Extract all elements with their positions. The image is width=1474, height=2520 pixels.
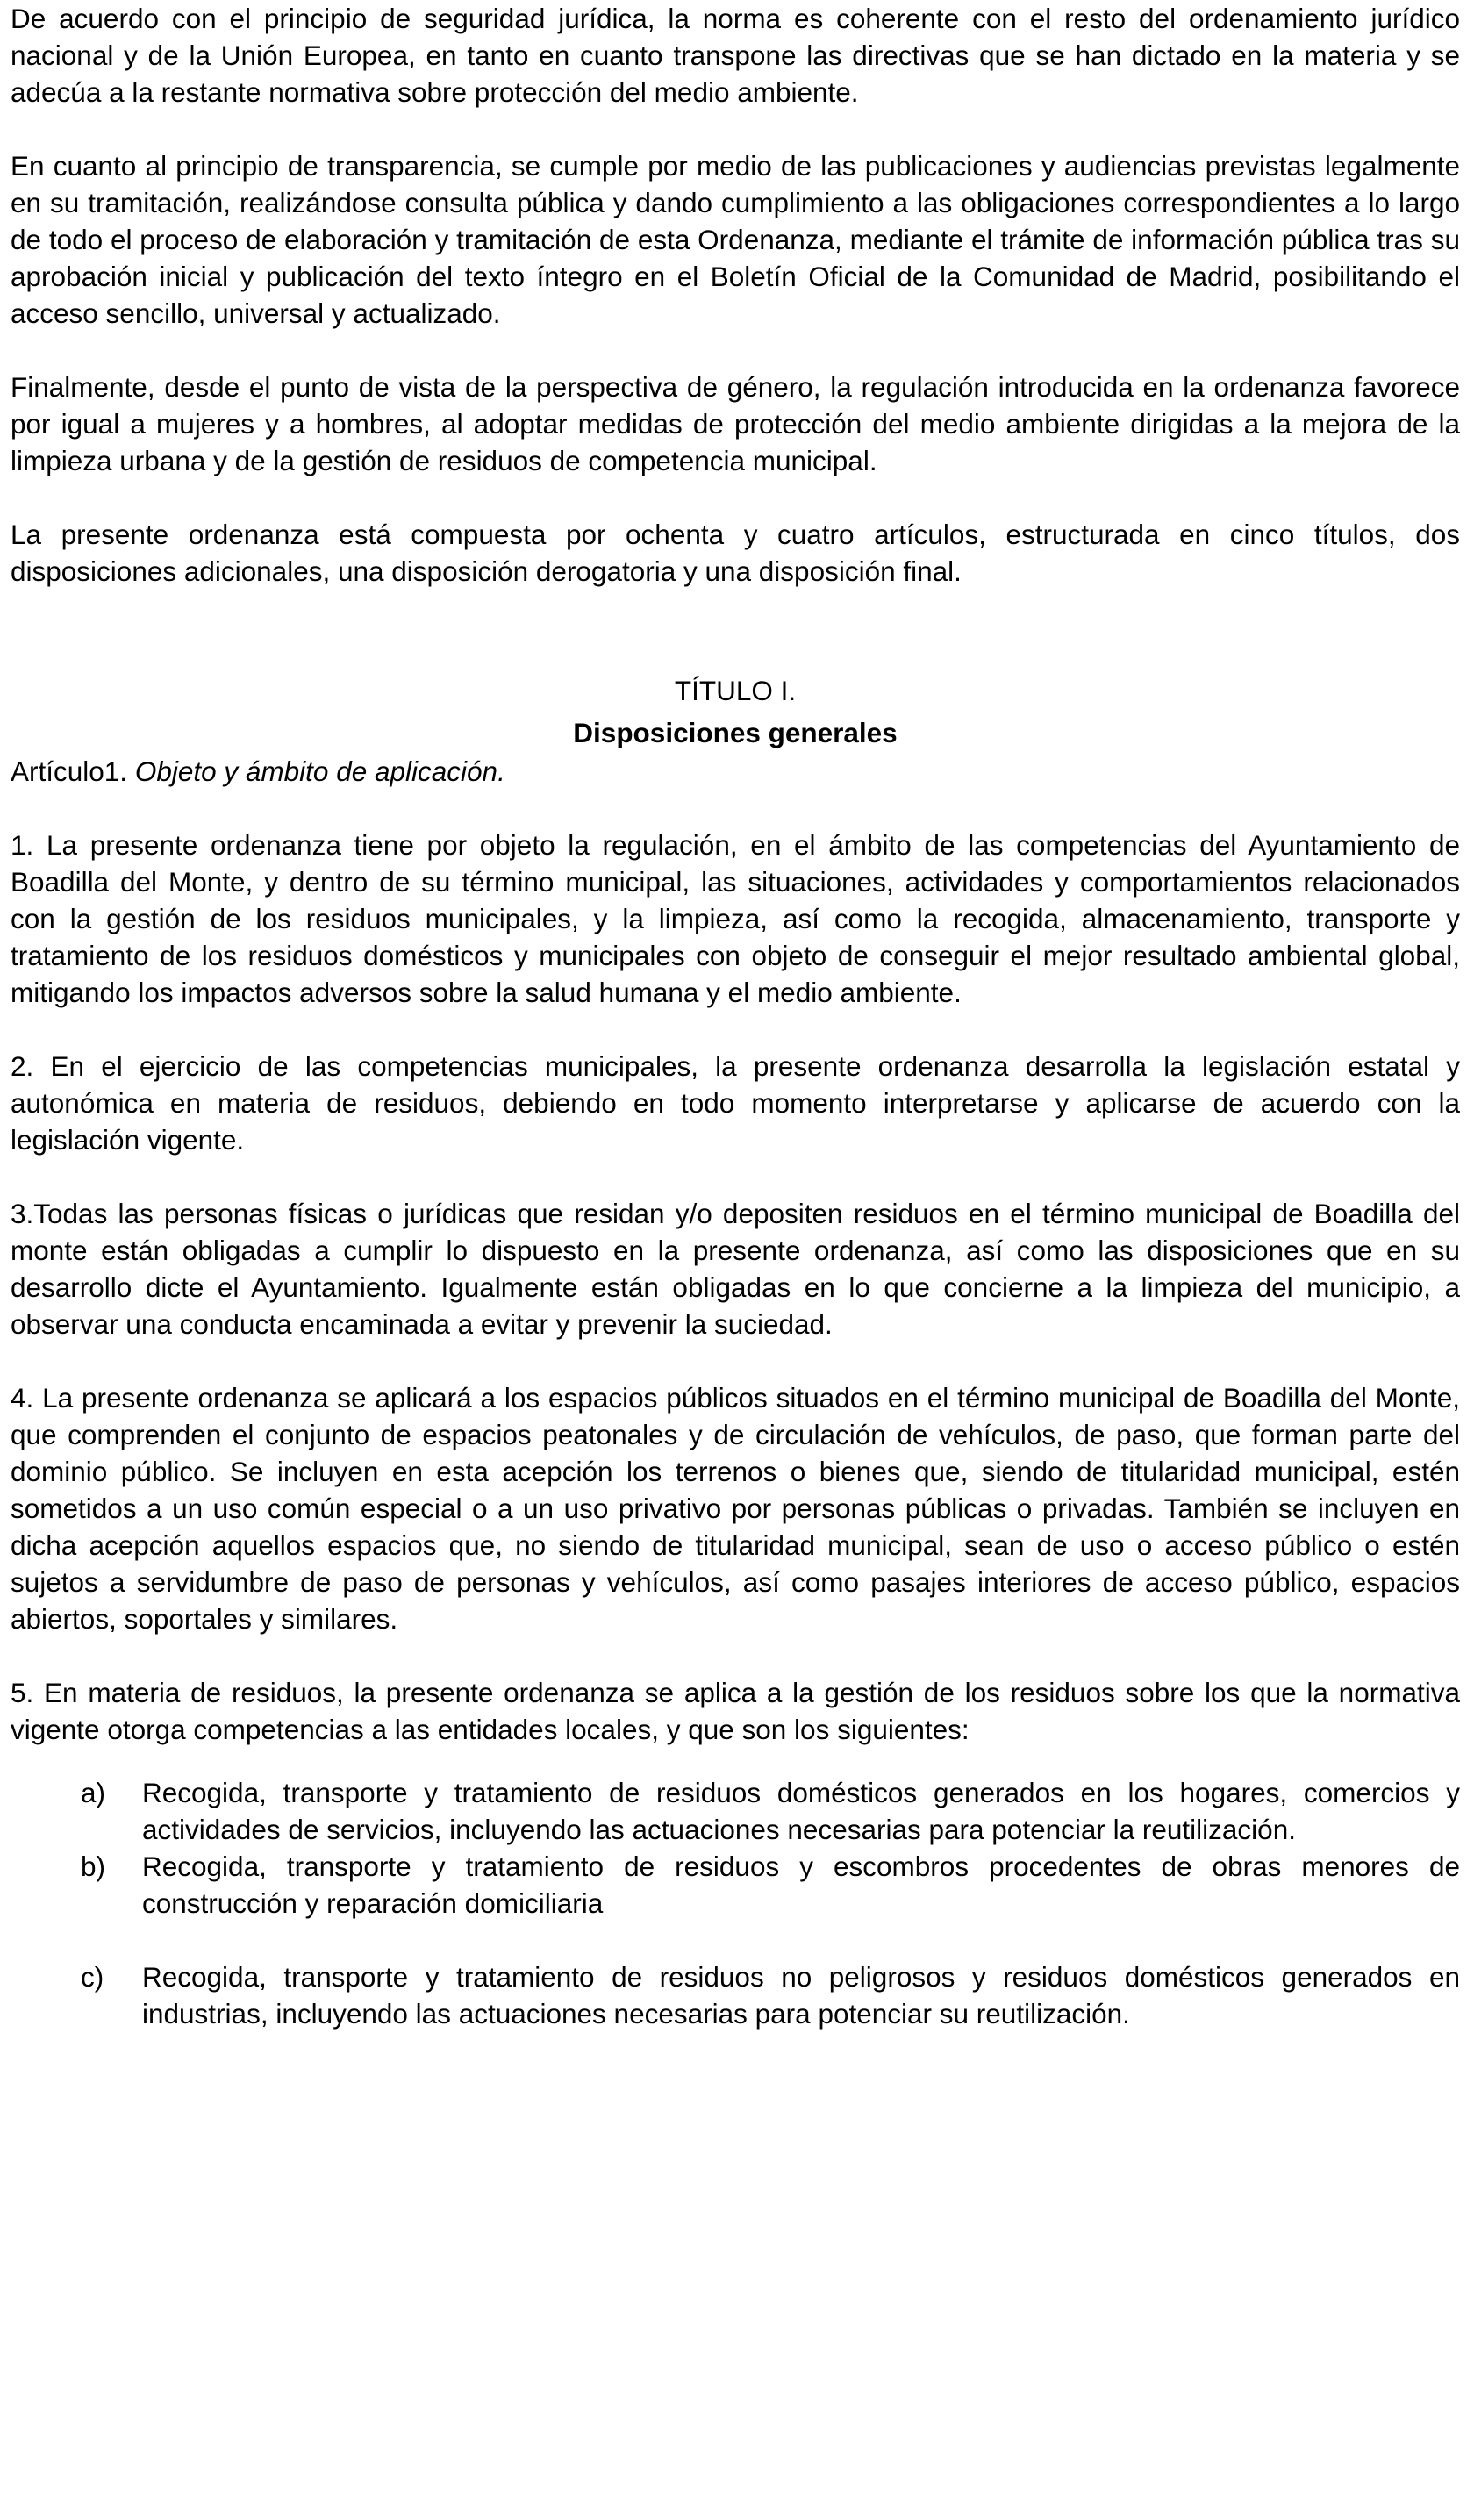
- intro-paragraph-structure: La presente ordenanza está compuesta por ochenta y cuatro artículos, estructurada en cinco títulos, dos disposiciones adicionales, una disposición derogatoria y una disposición final.: [11, 519, 1460, 587]
- list-item: [11, 1958, 1460, 2032]
- article-paragraph-5: 5. En materia de residuos, la presente ordenanza se aplica a la gestión de los residuos sobre los que la normativa vigente otorga competencias a las entidades locales, y que son los siguientes:: [11, 1677, 1460, 1745]
- list-marker: c): [81, 1961, 104, 1993]
- intro-paragraph-transparency: En cuanto al principio de transparencia, se cumple por medio de las publicaciones y audiencias previstas legalmente en su tramitación, realizándose consulta pública y dando cumplimiento a las obligaciones correspondientes a lo largo de todo el proceso de elaboración y tramitación de esta Ordenanza, mediante el trámite de información pública tras su aprobación inicial y publicación del texto íntegro en el Boletín Oficial de la Comunidad de Madrid, posibilitando el acceso sencillo, universal y actualizado.: [11, 150, 1460, 329]
- spacer: [11, 1342, 1460, 1379]
- article-paragraph-1: 1. La presente ordenanza tiene por objeto la regulación, en el ámbito de las competencias del Ayuntamiento de Boadilla del Monte, y dentro de su término municipal, las situaciones, actividades y comportamientos relacionados con la gestión de los residuos municipales, y la limpieza, así como la recogida, almacenamiento, transporte y tratamiento de los residuos domésticos y municipales con objeto de conseguir el mejor resultado ambiental global, mitigando los impactos adversos sobre la salud humana y el medio ambiente.: [11, 829, 1460, 1008]
- list-marker: a): [81, 1777, 106, 1808]
- competence-list: [11, 1774, 1460, 2032]
- list-item-text: Recogida, transporte y tratamiento de residuos domésticos generados en los hogares, comercios y actividades de servicios, incluyendo las actuaciones necesarias para potenciar la reutilización.: [142, 1777, 1460, 1845]
- spacer: [11, 332, 1460, 369]
- list-item: [11, 1848, 1460, 1922]
- spacer: [11, 479, 1460, 516]
- spacer: [11, 111, 1460, 147]
- title-heading: TÍTULO I.: [674, 675, 797, 706]
- intro-paragraph-legal-certainty: De acuerdo con el principio de seguridad jurídica, la norma es coherente con el resto del ordenamiento jurídico nacional y de la Unión Europea, en tanto en cuanto transpone las directivas que se han dictado en la materia y se adecúa a la restante normativa sobre protección del medio ambiente.: [11, 3, 1460, 108]
- article-label: Artículo1.: [11, 755, 128, 787]
- article-paragraph-3: 3.Todas las personas físicas o jurídicas que residan y/o depositen residuos en el término municipal de Boadilla del monte están obligadas a cumplir lo dispuesto en la presente ordenanza, así como las disposiciones que en su desarrollo dicte el Ayuntamiento. Igualmente están obligadas en lo que concierne a la limpieza del municipio, a observar una conducta encaminada a evitar y prevenir la suciedad.: [11, 1198, 1460, 1340]
- spacer: [11, 1748, 1460, 1774]
- list-item-text: Recogida, transporte y tratamiento de residuos no peligrosos y residuos domésticos generados en industrias, incluyendo las actuaciones necesarias para potenciar su reutilización.: [142, 1961, 1460, 2030]
- title-subheading: Disposiciones generales: [573, 717, 898, 748]
- list-item: [11, 1774, 1460, 1848]
- intro-paragraph-gender: Finalmente, desde el punto de vista de la perspectiva de género, la regulación introducida en la ordenanza favorece por igual a mujeres y a hombres, al adoptar medidas de protección del medio ambiente dirigidas a la mejora de la limpieza urbana y de la gestión de residuos de competencia municipal.: [11, 371, 1460, 476]
- list-marker: b): [81, 1851, 106, 1882]
- spacer: [11, 590, 1460, 663]
- spacer: [11, 1011, 1460, 1048]
- article-paragraph-2: 2. En el ejercicio de las competencias municipales, la presente ordenanza desarrolla la legislación estatal y autonómica en materia de residuos, debiendo en todo momento interpretarse y aplicarse de acuerdo con la legislación vigente.: [11, 1050, 1460, 1156]
- article-name: Objeto y ámbito de aplicación.: [134, 755, 505, 787]
- document-page: [11, 0, 1460, 2032]
- article-heading: [11, 753, 1460, 790]
- article-paragraph-4: 4. La presente ordenanza se aplicará a los espacios públicos situados en el término municipal de Boadilla del Monte, que comprenden el conjunto de espacios peatonales y de circulación de vehículos, de paso, que forman parte del dominio público. Se incluyen en esta acepción los terrenos o bienes que, siendo de titularidad municipal, estén sometidos a un uso común especial o a un uso privativo por personas públicas o privadas. También se incluyen en dicha acepción aquellos espacios que, no siendo de titularidad municipal, sean de uso o acceso público o estén sujetos a servidumbre de paso de personas y vehículos, así como pasajes interiores de acceso público, espacios abiertos, soportales y similares.: [11, 1382, 1460, 1635]
- spacer: [11, 790, 1460, 827]
- list-item-text: Recogida, transporte y tratamiento de residuos y escombros procedentes de obras menores de construcción y reparación domiciliaria: [142, 1851, 1460, 1919]
- spacer: [11, 1637, 1460, 1674]
- spacer: [11, 1158, 1460, 1195]
